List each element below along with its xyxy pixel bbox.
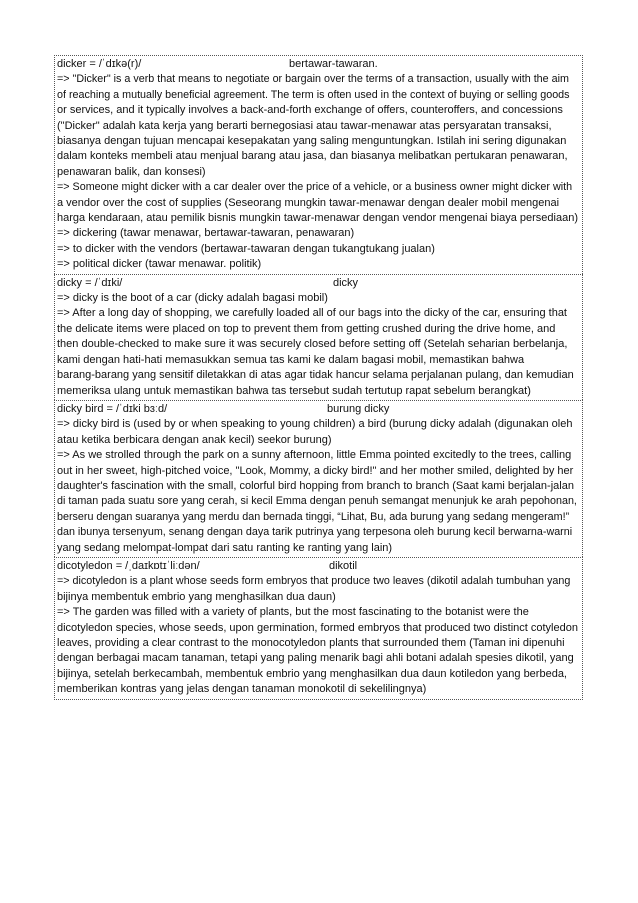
- entry-line: dan ibunya tersenyum, senang dengan daya tarik putrinya yang terpesona oleh burung kecil berwarna-warni: [57, 526, 573, 539]
- entry-line: atau ketika berbicara dengan anak kecil) seekor burung): [57, 433, 332, 446]
- entry-line: => to dicker with the vendors (bertawar-tawaran dengan tukangtukang jualan): [57, 242, 435, 255]
- entry-line: => "Dicker" is a verb that means to negotiate or bargain over the terms of a transaction, usually with the aim: [57, 73, 569, 86]
- entry-line: dengan berbagai macam tanaman, tetapi yang paling menarik bagi ahli botani adalah spesies dikotil, yang: [57, 652, 574, 665]
- dictionary-entry: [54, 55, 583, 274]
- entry-line: => dicotyledon is a plant whose seeds form embryos that produce two leaves (dikotil adalah tumbuhan yang: [57, 575, 571, 588]
- entry-header: [57, 57, 580, 72]
- entry-header: [57, 559, 580, 574]
- entry-line: dalam konteks membeli atau menjual barang atau jasa, dan biasanya melibatkan pertukaran penawaran,: [57, 150, 568, 163]
- entry-line: kami dengan hati-hati memasukkan semua tas kami ke dalam bagasi mobil, memastikan bahwa: [57, 353, 525, 366]
- entry-line: memeriksa ulang untuk memastikan bahwa tas tersebut sudah tertutup rapat sebelum berangkat): [57, 384, 531, 397]
- entry-translation: burung dicky: [327, 402, 390, 415]
- entry-translation: dikotil: [329, 559, 358, 572]
- entry-line: barang-barang yang sensitif diletakkan di atas agar tidak hancur selama perjalanan pulang, dan kemudian: [57, 369, 574, 382]
- entry-header: [57, 276, 580, 291]
- dictionary-entry: [54, 400, 583, 557]
- entry-line: => As we strolled through the park on a sunny afternoon, little Emma pointed excitedly to the trees, calling: [57, 449, 572, 462]
- entry-line: the delicate items were placed on top to prevent them from getting crushed during the drive home, and: [57, 322, 556, 335]
- entry-line: leaves, providing a clear contrast to the monocotyledon plants that surrounded them (Taman ini dipenuhi: [57, 636, 565, 649]
- entry-line: => political dicker (tawar menawar. politik): [57, 258, 262, 271]
- entry-line: or services, and it typically involves a back-and-forth exchange of offers, counteroffers, and concessions: [57, 104, 563, 117]
- entry-line: bijinya, setelah berkecambah, membentuk embrio yang menghasilkan dua daun kotiledon yang berbeda,: [57, 667, 567, 680]
- entry-line: => dicky is the boot of a car (dicky adalah bagasi mobil): [57, 292, 328, 305]
- dictionary-entries: [54, 55, 583, 700]
- entry-line: => After a long day of shopping, we carefully loaded all of our bags into the dicky of the car, ensuring that: [57, 307, 567, 320]
- entry-line: then double-checked to make sure it was securely closed before setting off (Setelah seharian berbelanja,: [57, 338, 568, 351]
- entry-line: => The garden was filled with a variety of plants, but the most fascinating to the botanist were the: [57, 606, 529, 619]
- entry-line: penawaran balik, dan konsesi): [57, 165, 206, 178]
- entry-translation: dicky: [333, 276, 359, 289]
- dictionary-entry: [54, 274, 583, 400]
- entry-line: dicotyledon species, whose seeds, upon germination, formed embryos that produced two distinct cotyledon: [57, 621, 578, 634]
- entry-headword: dicotyledon = /ˌdaɪkɒtɪˈliːdən/: [57, 559, 200, 572]
- entry-line: => Someone might dicker with a car dealer over the price of a vehicle, or a business owner might dicker with: [57, 181, 573, 194]
- entry-header: [57, 402, 580, 417]
- entry-line: ("Dicker" adalah kata kerja yang berarti bernegosiasi atau tawar-menawar atas persyaratan transaksi,: [57, 119, 552, 132]
- entry-line: bijinya membentuk embrio yang menghasilkan dua daun): [57, 590, 336, 603]
- entry-line: daughter's fascination with the small, colorful bird hopping from branch to branch (Saat kami berjalan-jalan: [57, 479, 574, 492]
- entry-line: yang sedang melompat-lompat dari satu ranting ke ranting yang lain): [57, 541, 393, 554]
- entry-line: of reaching a mutually beneficial agreement. The term is often used in the context of buying or selling goods: [57, 88, 570, 101]
- entry-line: => dickering (tawar menawar, bertawar-tawaran, penawaran): [57, 227, 355, 240]
- entry-line: biasanya dengan tujuan mencapai kesepakatan yang saling menguntungkan. Istilah ini sering digunakan: [57, 135, 567, 148]
- entry-line: out in her sweet, high-pitched voice, "Look, Mommy, a dicky bird!" and her mother smiled, delighted by her: [57, 464, 574, 477]
- entry-line: => dicky bird is (used by or when speaking to young children) a bird (burung dicky adalah (digunakan oleh: [57, 418, 573, 431]
- entry-line: di taman pada suatu sore yang cerah, si kecil Emma dengan penuh semangat menunjuk ke arah pepohonan,: [57, 495, 577, 508]
- entry-line: a vendor over the cost of supplies (Seseorang mungkin tawar-menawar dengan dealer mobil mengenai: [57, 196, 560, 209]
- entry-headword: dicky = /ˈdɪki/: [57, 276, 123, 289]
- entry-headword: dicker = /ˈdɪkə(r)/: [57, 58, 142, 70]
- entry-line: harga kendaraan, atau pemilik bisnis mungkin tawar-menawar dengan vendor mengenai biaya persediaan): [57, 212, 578, 225]
- entry-headword: dicky bird = /ˈdɪki bɜːd/: [57, 402, 168, 415]
- dictionary-entry: [54, 557, 583, 700]
- entry-line: memberikan kontras yang jelas dengan tanaman monokotil di sekelilingnya): [57, 683, 427, 696]
- entry-translation: bertawar-tawaran.: [289, 58, 378, 70]
- entry-line: berseru dengan suaranya yang merdu dan bernada tinggi, “Lihat, Bu, ada burung yang sedang mengeram!”: [57, 510, 570, 523]
